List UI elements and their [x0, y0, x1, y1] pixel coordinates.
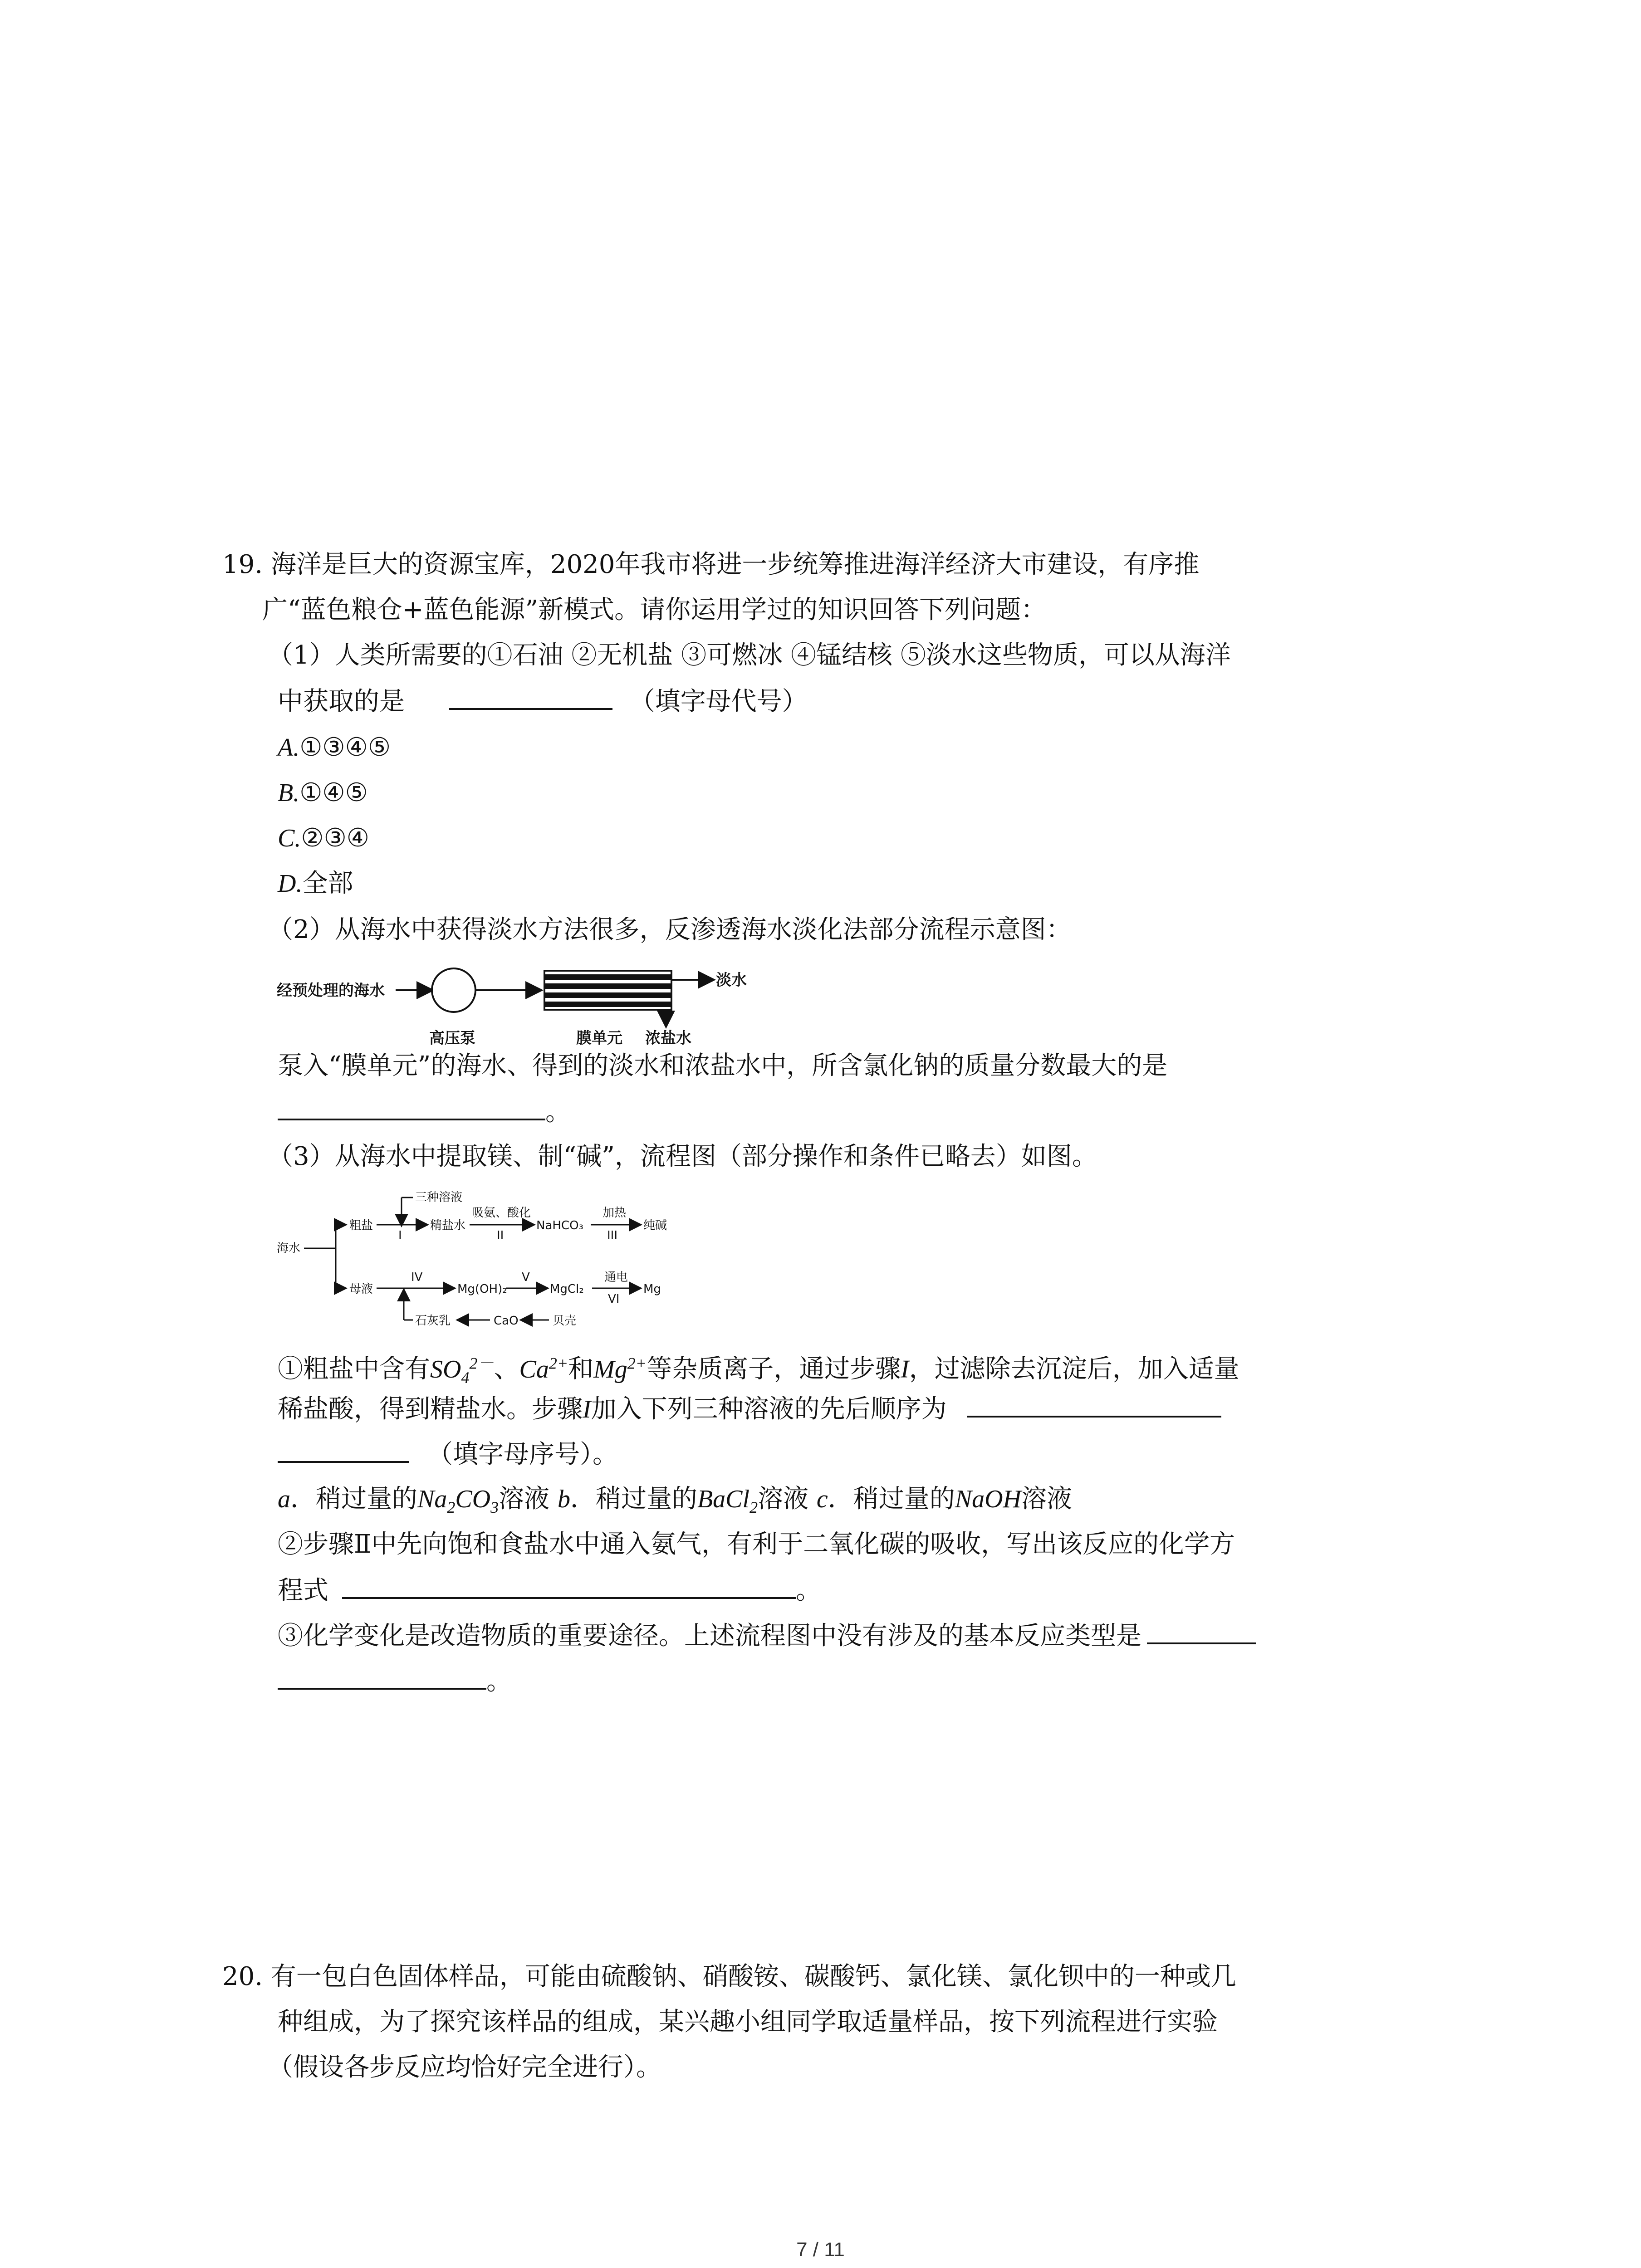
fig2-three-sol: 三种溶液 — [415, 1191, 463, 1204]
seawater-flowchart — [277, 1188, 798, 1338]
fig2-crude-salt: 粗盐 — [349, 1219, 373, 1232]
q19-part1-line1: （1）人类所需要的①石油 ②无机盐 ③可燃冰 ④锰结核 ⑤淡水这些物质，可以从海洋 — [268, 640, 1231, 670]
fig2-refined: 精盐水 — [430, 1219, 466, 1232]
fig2-step2: II — [497, 1229, 504, 1242]
s1-so4: $SO_4^{2-}$ — [430, 1354, 494, 1387]
answer-blank-2[interactable] — [278, 1093, 545, 1120]
fig1-input-label: 经预处理的海水 — [277, 982, 385, 1000]
s1-opt-b-tail: 溶液 — [758, 1484, 817, 1514]
na2co3-formula: $Na_2CO_3$ — [417, 1485, 499, 1517]
s1-opt-a-text: ．稍过量的 — [290, 1484, 417, 1514]
answer-blank-4[interactable] — [342, 1572, 796, 1599]
fig1-brine-label: 浓盐水 — [645, 1029, 691, 1047]
q19-part1-line2 — [278, 683, 808, 720]
q19-sub2-line1: ②步骤Ⅱ中先向饱和食盐水中通入氨气，有利于二氧化碳的吸收，写出该反应的化学方 — [278, 1530, 1235, 1559]
q20-number: 20. — [222, 1962, 263, 1991]
s1-line3-hint: （填字母序号）。 — [427, 1440, 618, 1469]
s1-line2-b: 加入下列三种溶液的先后顺序为 — [591, 1394, 947, 1424]
s1-line2-a: 稀盐酸，得到精盐水。步骤 — [278, 1394, 583, 1424]
fig2-mgcl2: MgCl₂ — [550, 1282, 584, 1296]
fig2-step6: VI — [608, 1292, 620, 1306]
fig1-pump-label: 高压泵 — [429, 1029, 475, 1047]
s1-sep: 、 — [494, 1354, 519, 1384]
q19-part2-period: 。 — [545, 1097, 571, 1127]
q20-line1-text: 有一包白色固体样品，可能由硫酸钠、硝酸铵、碳酸钙、氯化镁、氯化钡中的一种或几 — [270, 1962, 1236, 1991]
fig2-mg: Mg — [643, 1282, 661, 1296]
option-a — [278, 729, 391, 766]
reverse-osmosis-diagram — [277, 957, 776, 1057]
option-b — [278, 775, 368, 811]
fig2-step1: I — [398, 1229, 402, 1242]
s1-opt-b-text: ．稍过量的 — [570, 1484, 697, 1514]
fig2-elec: 通电 — [604, 1271, 628, 1284]
bacl2-formula: BaCl$_2$ — [697, 1485, 758, 1517]
s1-opt-a-letter: a — [278, 1485, 290, 1513]
q20-line3: （假设各步反应均恰好完全进行）。 — [268, 2053, 661, 2082]
s3-line2-period: 。 — [486, 1667, 512, 1696]
fig2-soda: 纯碱 — [643, 1219, 667, 1232]
fig2-nahco3: NaHCO₃ — [536, 1219, 583, 1232]
fig2-shell: 贝壳 — [553, 1314, 577, 1328]
q19-part2-line2: 泵入“膜单元”的海水、得到的淡水和浓盐水中，所含氯化钠的质量分数最大的是 — [278, 1051, 1168, 1080]
s1-line2-step: I — [583, 1395, 591, 1423]
page-number: 7 / 11 — [796, 2239, 845, 2261]
s1-opt-b-letter: b — [557, 1485, 570, 1513]
q19-line1 — [222, 547, 1199, 583]
q19-part1-hint: （填字母代号） — [629, 687, 808, 716]
q20-line2: 种组成，为了探究该样品的组成，某兴趣小组同学取适量样品，按下列流程进行实验 — [278, 2007, 1218, 2037]
q19-sub3-line2 — [278, 1662, 512, 1700]
answer-blank-3a[interactable] — [967, 1390, 1221, 1418]
answer-blank-3b[interactable] — [278, 1436, 409, 1463]
option-b-text: ①④⑤ — [299, 778, 368, 807]
fig2-step3: III — [607, 1229, 618, 1242]
q19-stem-line2: 广“蓝色粮仓+蓝色能源”新模式。请你运用学过的知识回答下列问题： — [262, 595, 1047, 625]
q19-sub1-options — [278, 1481, 1072, 1525]
option-a-letter: A. — [278, 733, 300, 762]
naoh-formula: NaOH — [955, 1485, 1021, 1513]
option-d — [278, 865, 353, 902]
s1-text-b: 等杂质离子，通过步骤 — [647, 1354, 901, 1384]
q19-sub1-line3 — [278, 1436, 618, 1473]
membrane-layer — [544, 1002, 671, 1007]
s1-opt-c-text: ．稍过量的 — [828, 1484, 955, 1514]
q19-part1-prompt: 中获取的是 — [278, 687, 405, 716]
answer-blank-1[interactable] — [449, 683, 612, 710]
s1-and: 和 — [568, 1354, 594, 1384]
fig2-step4: IV — [411, 1271, 423, 1284]
fig2-absorb: 吸氨、酸化 — [472, 1206, 531, 1220]
membrane-layer — [544, 992, 671, 998]
option-c-letter: C. — [278, 824, 301, 852]
s1-text-c: ，过滤除去沉淀后，加入适量 — [909, 1354, 1239, 1384]
q19-sub1-line2 — [278, 1390, 1221, 1427]
option-d-letter: D. — [278, 870, 303, 898]
q19-stem-line1: 海洋是巨大的资源宝库，2020年我市将进一步统筹推进海洋经济大市建设，有序推 — [270, 550, 1200, 579]
q19-part2-line1: （2）从海水中获得淡水方法很多，反渗透海水淡化法部分流程示意图： — [268, 915, 1072, 944]
answer-blank-5a[interactable] — [1147, 1617, 1256, 1644]
fig1-fresh-label: 淡水 — [716, 971, 747, 989]
fig2-lime: 石灰乳 — [415, 1314, 451, 1328]
answer-blank-5b[interactable] — [278, 1662, 486, 1690]
s3-line1-text: ③化学变化是改造物质的重要途径。上述流程图中没有涉及的基本反应类型是 — [278, 1621, 1141, 1651]
s2-line2-a: 程式 — [278, 1576, 328, 1605]
s1-opt-c-letter: c — [816, 1485, 828, 1513]
option-a-text: ①③④⑤ — [299, 733, 391, 762]
fig2-step5: V — [522, 1271, 530, 1284]
s1-opt-a-tail: 溶液 — [499, 1484, 558, 1514]
q19-part2-line3 — [278, 1093, 571, 1130]
membrane-layer — [544, 983, 671, 989]
q19-sub1-line1 — [278, 1345, 1239, 1396]
s1-text-a: ①粗盐中含有 — [278, 1354, 430, 1384]
option-c — [278, 820, 369, 856]
q19-part3-line1: （3）从海水中提取镁、制“碱”，流程图（部分操作和条件已略去）如图。 — [268, 1142, 1097, 1171]
q19-sub2-line2 — [278, 1572, 821, 1609]
membrane-layer — [544, 974, 671, 980]
s1-ca: $Ca^{2+}$ — [519, 1354, 568, 1383]
q19-sub3-line1 — [278, 1617, 1256, 1654]
q20-line1 — [222, 1959, 1236, 1995]
fig2-mgoh2: Mg(OH)₂ — [457, 1282, 507, 1296]
fig2-cao: CaO — [494, 1314, 519, 1328]
q19-number: 19. — [222, 550, 263, 579]
s1-mg: $Mg^{2+}$ — [593, 1354, 647, 1383]
fig1-membrane-label: 膜单元 — [576, 1029, 622, 1047]
fig2-mother: 母液 — [349, 1282, 373, 1296]
fig2-heat: 加热 — [603, 1206, 627, 1220]
pump-icon — [432, 968, 475, 1012]
option-b-letter: B. — [278, 779, 300, 807]
s1-opt-c-tail: 溶液 — [1021, 1484, 1072, 1514]
s1-step: I — [901, 1355, 909, 1383]
fig2-seawater: 海水 — [277, 1242, 301, 1255]
s2-line2-b: 。 — [796, 1576, 821, 1605]
option-d-text: 全部 — [302, 869, 353, 898]
option-c-text: ②③④ — [301, 823, 369, 853]
